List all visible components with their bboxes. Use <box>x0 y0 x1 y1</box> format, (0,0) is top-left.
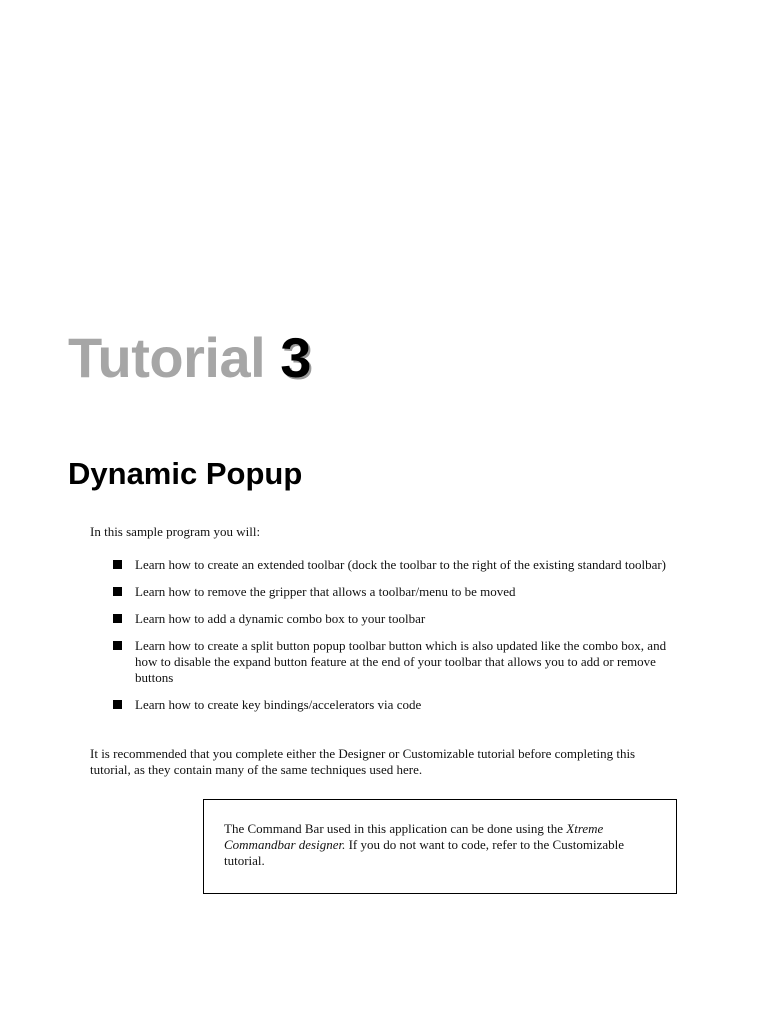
section-title: Dynamic Popup <box>68 456 303 491</box>
note-box <box>203 799 677 894</box>
list-item-text: Learn how to create key bindings/accelerators via code <box>135 697 422 712</box>
list-item-text: Learn how to add a dynamic combo box to your toolbar <box>135 611 426 626</box>
note-emphasis: Xtreme Commandbar designer. <box>224 821 604 852</box>
note-text-before: The Command Bar used in this application can be done using the <box>224 821 567 836</box>
list-item <box>112 611 672 627</box>
list-item-text: Learn how to create a split button popup toolbar button which is also updated like the combo box, and how to disable the expand button feature at the end of your toolbar that allows you to add or remove buttons <box>135 638 667 685</box>
square-bullet-icon <box>113 560 122 569</box>
chapter-label: Tutorial <box>68 326 266 389</box>
chapter-number: 3 <box>280 326 311 389</box>
objectives-list <box>112 557 672 724</box>
note-text <box>224 821 664 869</box>
list-item-text: Learn how to create an extended toolbar (dock the toolbar to the right of the existing standard toolbar) <box>135 557 667 572</box>
list-item <box>112 638 672 686</box>
square-bullet-icon <box>113 614 122 623</box>
recommendation-text: It is recommended that you complete either the Designer or Customizable tutorial before completing this tutorial, as they contain many of the same techniques used here. <box>90 746 636 777</box>
intro-text: In this sample program you will: <box>90 524 261 539</box>
list-item <box>112 557 672 573</box>
note-text-after: If you do not want to code, refer to the Customizable tutorial. <box>224 837 625 868</box>
chapter-heading <box>68 326 311 390</box>
square-bullet-icon <box>113 700 122 709</box>
list-item <box>112 697 672 713</box>
square-bullet-icon <box>113 641 122 650</box>
list-item-text: Learn how to remove the gripper that allows a toolbar/menu to be moved <box>135 584 516 599</box>
square-bullet-icon <box>113 587 122 596</box>
list-item <box>112 584 672 600</box>
